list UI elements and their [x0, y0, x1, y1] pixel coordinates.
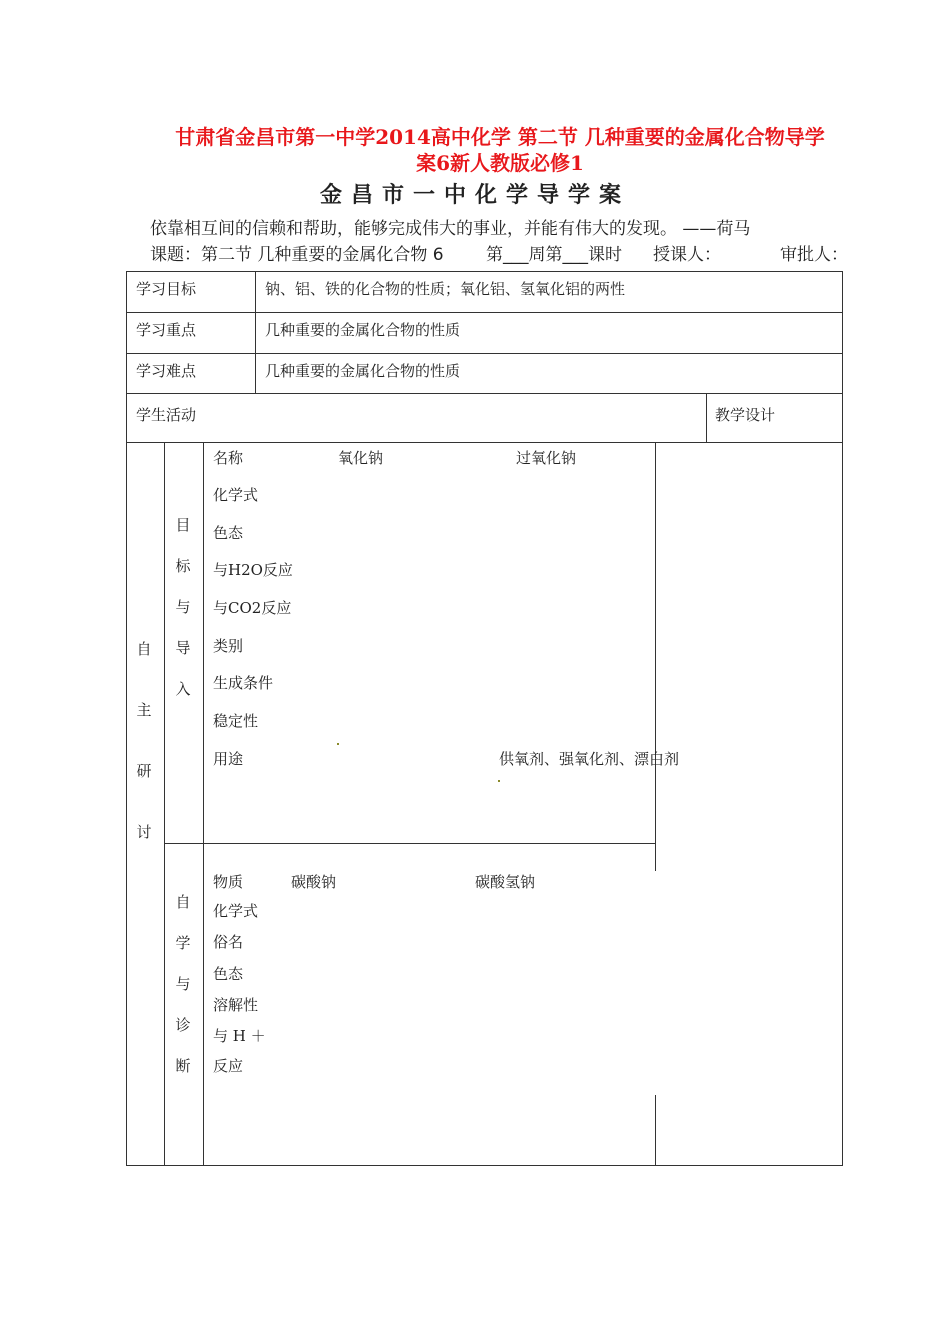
- table-border-bottom: [126, 1165, 843, 1166]
- content-column-right: [655, 442, 656, 871]
- course-topic: 课题：第二节 几种重要的金属化合物 6: [150, 245, 444, 265]
- course-teacher: 授课人：: [653, 245, 721, 265]
- vertical-char: 自: [175, 893, 191, 911]
- self-diagnosis-vertical-label: [173, 891, 193, 1096]
- label-column-divider: [255, 271, 256, 394]
- table-row-divider: [126, 442, 843, 443]
- focus-label: 学习重点: [136, 321, 197, 339]
- oxide-row-label: 与H2O反应: [213, 561, 293, 579]
- vertical-char: 目: [175, 516, 191, 534]
- vertical-char: 断: [175, 1057, 191, 1075]
- oxide-row-label: 与CO2反应: [213, 599, 292, 617]
- table-row-divider: [126, 353, 843, 354]
- vertical-char: 入: [175, 680, 191, 698]
- carbonate-row-label: 化学式: [213, 902, 259, 920]
- table-row-divider: [126, 393, 843, 394]
- scan-speck: [498, 780, 500, 782]
- motto: 依靠相互间的信赖和帮助，能够完成伟大的事业，并能有伟大的发现。 ——荷马: [150, 219, 751, 239]
- carbonate-row-label: 俗名: [213, 933, 244, 951]
- oxide-use-label: 用途: [213, 750, 244, 768]
- course-approver: 审批人：: [780, 245, 848, 265]
- content-column-right-lower: [655, 1095, 656, 1166]
- inner-column-divider: [203, 442, 204, 1166]
- teaching-design-label: 教学设计: [715, 406, 776, 424]
- carbonate-row-label: 与 H ＋: [213, 1027, 266, 1045]
- vertical-char: 研: [136, 762, 152, 780]
- oxide-row-label: 化学式: [213, 486, 259, 504]
- carbonate-header-sodium-bicarbonate: 碳酸氢钠: [475, 873, 536, 891]
- vertical-char: 诊: [175, 1016, 191, 1034]
- vertical-char: 与: [175, 598, 191, 616]
- difficulty-label: 学习难点: [136, 362, 197, 380]
- carbonate-row-label: 溶解性: [213, 996, 259, 1014]
- carbonate-row-label: 色态: [213, 965, 244, 983]
- oxide-header-name: 名称: [213, 449, 244, 467]
- vertical-char: 自: [136, 640, 152, 658]
- table-border-right: [842, 271, 843, 1166]
- document-title-line2: [100, 147, 900, 176]
- carbonate-row-label: 反应: [213, 1057, 244, 1075]
- vertical-char: 导: [175, 639, 191, 657]
- carbonate-header-sodium-carbonate: 碳酸钠: [291, 873, 337, 891]
- oxide-row-label: 生成条件: [213, 674, 274, 692]
- carbonate-header-substance: 物质: [213, 873, 244, 891]
- oxide-header-sodium-oxide: 氧化钠: [338, 449, 384, 467]
- vertical-char: 学: [175, 934, 191, 952]
- oxide-row-label: 色态: [213, 524, 244, 542]
- table-border-top: [126, 271, 843, 272]
- inner-column-divider: [164, 442, 165, 1166]
- document-title-line2-text: 案6新人教版必修1: [416, 151, 584, 175]
- oxide-row-label: 类别: [213, 637, 244, 655]
- oxide-header-sodium-peroxide: 过氧化钠: [516, 449, 577, 467]
- subsection-divider: [164, 843, 656, 844]
- goal-value: 钠、铝、铁的化合物的性质；氧化铝、氢氧化铝的两性: [265, 280, 626, 298]
- difficulty-value: 几种重要的金属化合物的性质: [265, 362, 461, 380]
- vertical-char: 与: [175, 975, 191, 993]
- school-subtitle: 金昌市一中化学导学案: [319, 183, 630, 208]
- document-title-line1: 甘肃省金昌市第一中学2014高中化学 第二节 几种重要的金属化合物导学: [175, 125, 825, 149]
- vertical-char: 主: [136, 701, 152, 719]
- student-activity-label: 学生活动: [136, 406, 197, 424]
- oxide-row-label: 稳定性: [213, 712, 259, 730]
- vertical-char: 讨: [136, 823, 152, 841]
- focus-value: 几种重要的金属化合物的性质: [265, 321, 461, 339]
- course-week-period: 第___周第___课时: [486, 245, 622, 265]
- design-column-divider: [706, 393, 707, 443]
- table-row-divider: [126, 312, 843, 313]
- goal-label: 学习目标: [136, 280, 197, 298]
- vertical-char: 标: [175, 557, 191, 575]
- table-border-left: [126, 271, 127, 1166]
- oxide-use-value: 供氧剂、强氧化剂、漂白剂: [499, 750, 680, 768]
- scan-speck: [337, 743, 339, 745]
- self-study-vertical-label: [134, 638, 154, 882]
- goal-intro-vertical-label: [173, 514, 193, 719]
